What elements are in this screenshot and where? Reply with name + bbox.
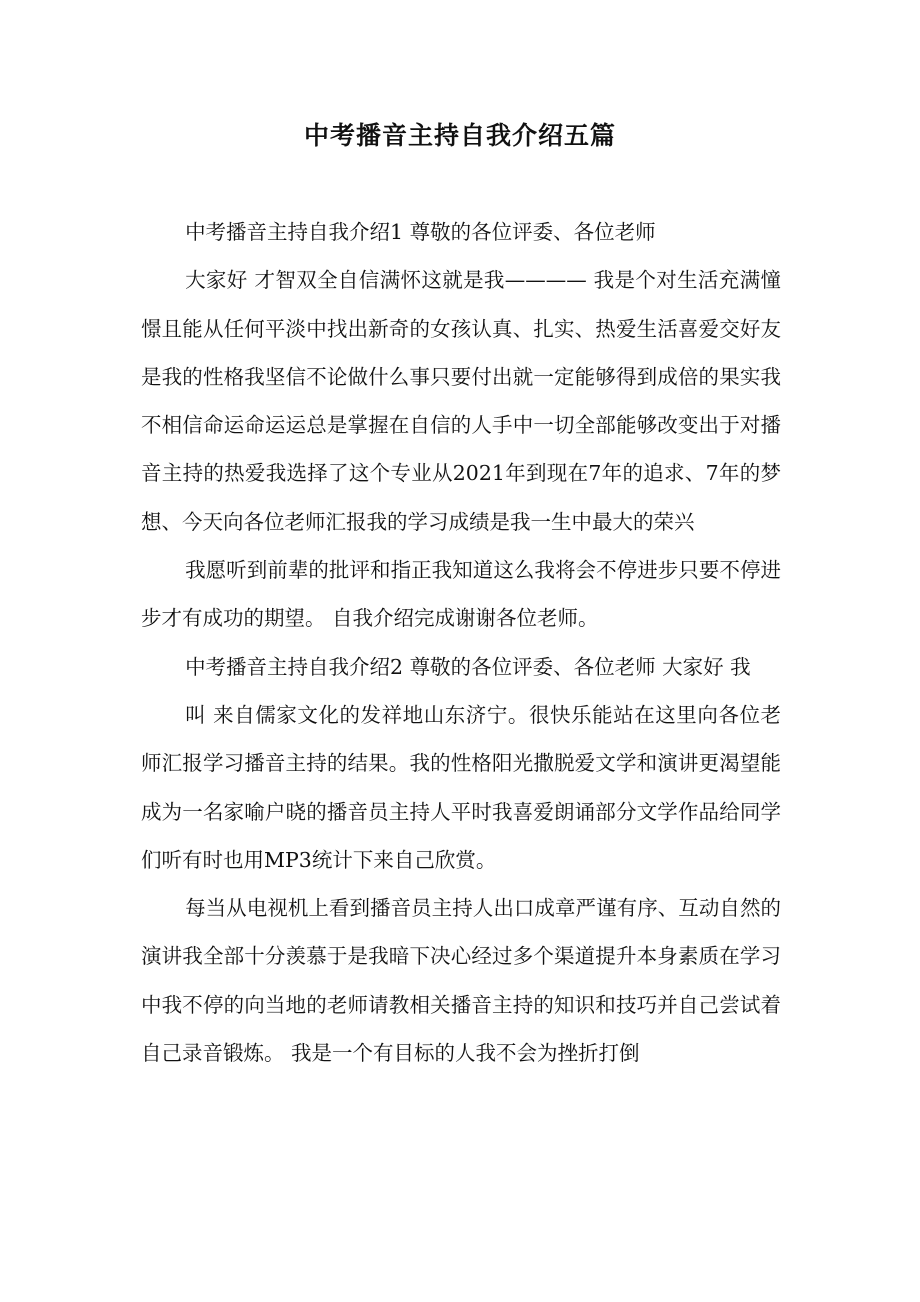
paragraph-3: 我愿听到前辈的批评和指正我知道这么我将会不停进步只要不停进步才有成功的期望。 自我介绍完成谢谢各位老师。	[141, 558, 781, 631]
document-title: 中考播音主持自我介绍五篇	[303, 121, 616, 150]
paragraph-4: 中考播音主持自我介绍2 尊敬的各位评委、各位老师 大家好 我	[185, 654, 751, 679]
paragraph-2: 大家好 才智双全自信满怀这就是我———— 我是个对生活充满憧憬且能从任何平淡中找出新奇的女孩认真、扎实、热爱生活喜爱交好友是我的性格我坚信不论做什么事只要付出就一定能够得到成倍的果实我不相信命运命运运总是掌握在自信的人手中一切全部能够改变出于对播音主持的热爱我选择了这个专业从2021年到现在7年的追求、7年的梦想、今天向各位老师汇报我的学习成绩是我一生中最大的荣兴	[141, 268, 781, 534]
paragraph-6: 每当从电视机上看到播音员主持人出口成章严谨有序、互动自然的演讲我全部十分羡慕于是我暗下决心经过多个渠道提升本身素质在学习中我不停的向当地的老师请教相关播音主持的知识和技巧并自己尝试着自己录音锻炼。 我是一个有目标的人我不会为挫折打倒	[141, 896, 781, 1066]
paragraph-1: 中考播音主持自我介绍1 尊敬的各位评委、各位老师	[185, 220, 656, 244]
paragraph-5: 叫 来自儒家文化的发祥地山东济宁。很快乐能站在这里向各位老师汇报学习播音主持的结果。我的性格阳光撒脱爱文学和演讲更渴望能成为一名家喻户晓的播音员主持人平时我喜爱朗诵部分文学作品给同学们听有时也用MP3统计下来自己欣赏。	[141, 702, 781, 872]
document-body	[141, 208, 781, 1077]
